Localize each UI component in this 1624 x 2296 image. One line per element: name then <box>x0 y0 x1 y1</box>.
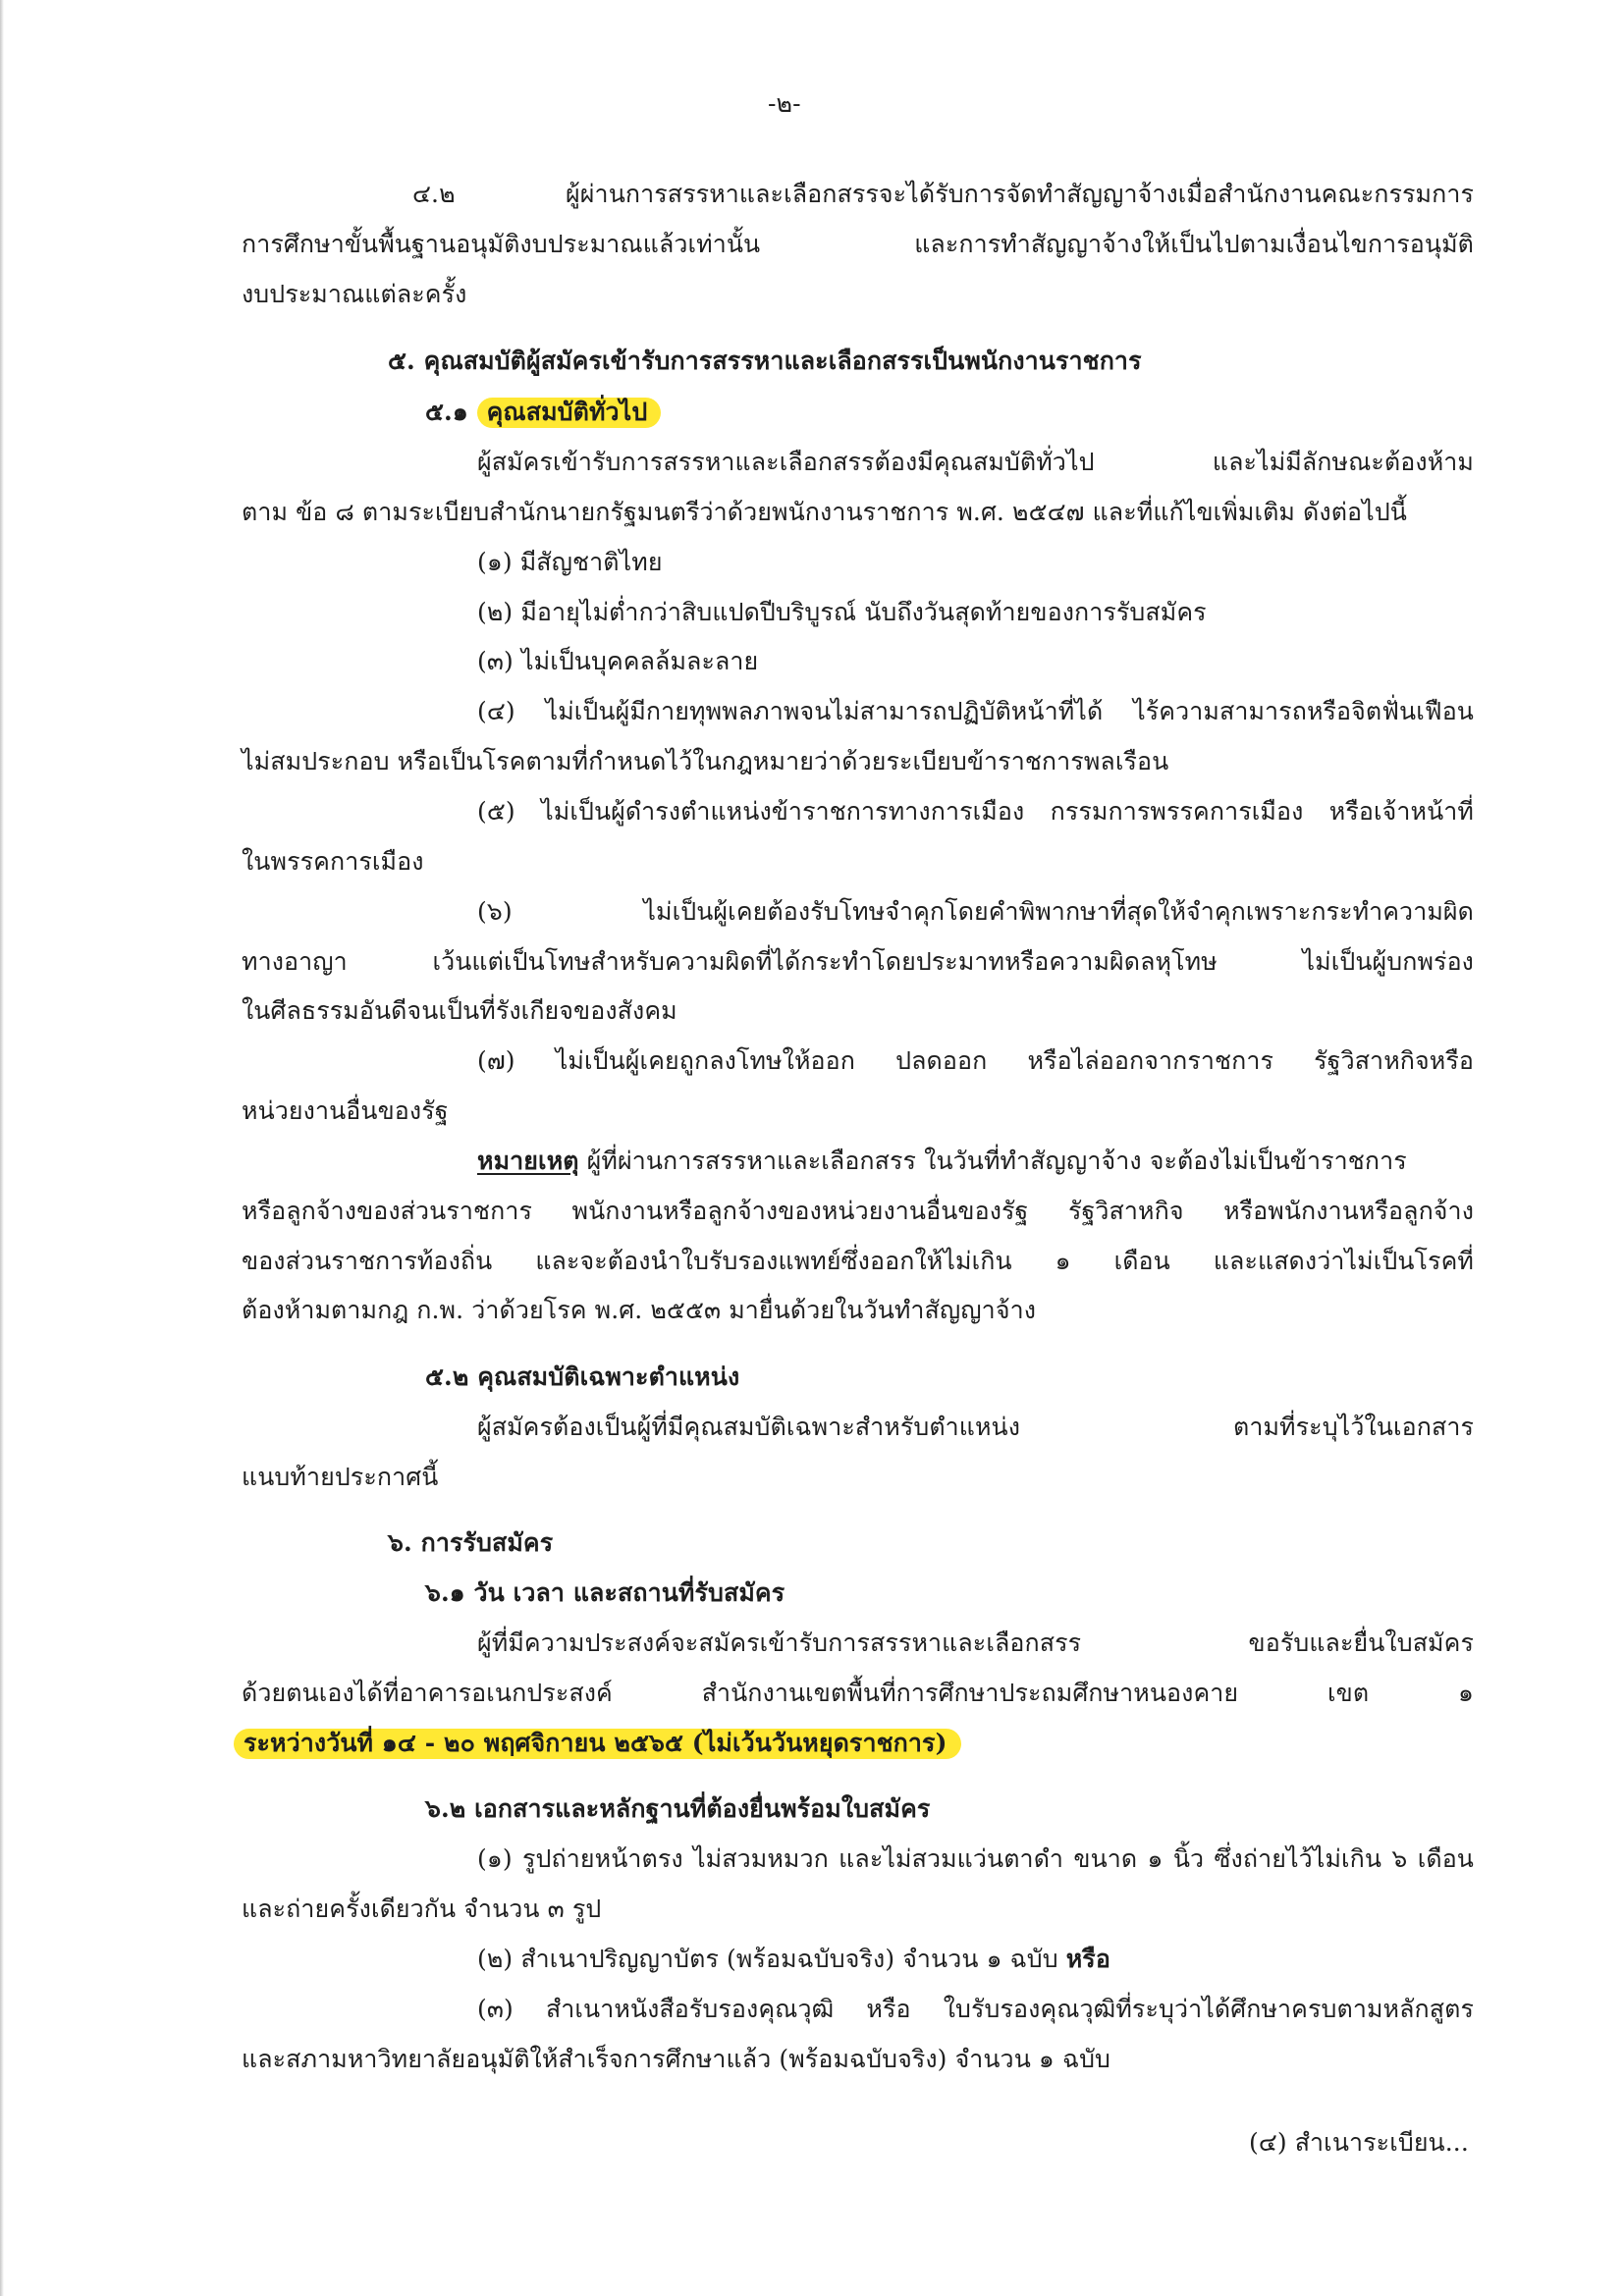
note-label: หมายเหตุ <box>477 1147 579 1175</box>
subsection-5-1-heading <box>425 395 661 430</box>
section-6-heading: ๖. การรับสมัคร <box>388 1528 554 1557</box>
para-5-1-intro-line-1: ผู้สมัครเข้ารับการสรรหาและเลือกสรรต้องมีคุณสมบัติทั่วไป และไม่มีลักษณะต้องห้าม <box>477 448 1474 476</box>
application-dates <box>234 1726 961 1761</box>
note-line-2: หรือลูกจ้างของส่วนราชการ พนักงานหรือลูกจ้างของหน่วยงานอื่นของรัฐ รัฐวิสาหกิจ หรือพนักงานหรือลูกจ้าง <box>242 1197 1474 1225</box>
note-line-1 <box>477 1144 1474 1179</box>
continuation-text: (๔) สำเนาระเบียน... <box>1249 2128 1469 2157</box>
document-item-3-line-1: (๓) สำเนาหนังสือรับรองคุณวุฒิ หรือ ใบรับรองคุณวุฒิที่ระบุว่าได้ศึกษาครบตามหลักสูตร <box>477 1995 1474 2023</box>
qualification-item-4-line-1: (๔) ไม่เป็นผู้มีกายทุพพลภาพจนไม่สามารถปฏิบัติหน้าที่ได้ ไร้ความสามารถหรือจิตฟั่นเฟือน <box>477 697 1474 725</box>
qualification-item-7-line-1: (๗) ไม่เป็นผู้เคยถูกลงโทษให้ออก ปลดออก หรือไล่ออกจากราชการ รัฐวิสาหกิจหรือ <box>477 1046 1474 1075</box>
subsection-5-1-number: ๕.๑ <box>425 398 468 426</box>
qualification-item-2: (๒) มีอายุไม่ต่ำกว่าสิบแปดปีบริบูรณ์ นับถึงวันสุดท้ายของการรับสมัคร <box>477 598 1207 626</box>
subsection-6-2-heading: ๖.๒ เอกสารและหลักฐานที่ต้องยื่นพร้อมใบสมัคร <box>425 1794 931 1823</box>
page-number: -๒- <box>768 89 801 118</box>
document-item-2 <box>477 1942 1110 1977</box>
qualification-item-5-line-2: ในพรรคการเมือง <box>242 847 424 876</box>
application-dates-highlight: ระหว่างวันที่ ๑๔ - ๒๐ พฤศจิกายน ๒๕๖๕ (ไม่เว้นวันหยุดราชการ) <box>234 1729 961 1759</box>
qualification-item-6-line-1: (๖) ไม่เป็นผู้เคยต้องรับโทษจำคุกโดยคำพิพากษาที่สุดให้จำคุกเพราะกระทำความผิด <box>477 897 1474 926</box>
document-item-1-line-1: (๑) รูปถ่ายหน้าตรง ไม่สวมหมวก และไม่สวมแว่นตาดำ ขนาด ๑ นิ้ว ซึ่งถ่ายไว้ไม่เกิน ๖ เดือน <box>477 1844 1474 1873</box>
qualification-item-6-line-3: ในศีลธรรมอันดีจนเป็นที่รังเกียจของสังคม <box>242 996 677 1025</box>
para-6-1-line-1: ผู้ที่มีความประสงค์จะสมัครเข้ารับการสรรหาและเลือกสรร ขอรับและยื่นใบสมัคร <box>477 1629 1474 1657</box>
note-text: ผู้ที่ผ่านการสรรหาและเลือกสรร ในวันที่ทำสัญญาจ้าง จะต้องไม่เป็นข้าราชการ <box>578 1147 1407 1175</box>
document-item-3-line-2: และสภามหาวิทยาลัยอนุมัติให้สำเร็จการศึกษาแล้ว (พร้อมฉบับจริง) จำนวน ๑ ฉบับ <box>242 2045 1111 2073</box>
document-item-1-line-2: และถ่ายครั้งเดียวกัน จำนวน ๓ รูป <box>242 1895 602 1923</box>
section-5-heading: ๕. คุณสมบัติผู้สมัครเข้ารับการสรรหาและเลือกสรรเป็นพนักงานราชการ <box>388 347 1142 375</box>
qualification-item-7-line-2: หน่วยงานอื่นของรัฐ <box>242 1096 449 1125</box>
para-5-2-line-2: แนบท้ายประกาศนี้ <box>242 1463 439 1491</box>
para-6-1-line-2: ด้วยตนเองได้ที่อาคารอเนกประสงค์ สำนักงานเขตพื้นที่การศึกษาประถมศึกษาหนองคาย เขต ๑ <box>242 1679 1474 1707</box>
subsection-5-2-heading: ๕.๒ คุณสมบัติเฉพาะตำแหน่ง <box>425 1362 740 1391</box>
document-item-2-or: หรือ <box>1065 1945 1110 1973</box>
para-4-2-line-3: งบประมาณแต่ละครั้ง <box>242 280 467 308</box>
qualification-item-5-line-1: (๕) ไม่เป็นผู้ดำรงตำแหน่งข้าราชการทางการเมือง กรรมการพรรคการเมือง หรือเจ้าหน้าที่ <box>477 797 1474 826</box>
qualification-item-3: (๓) ไม่เป็นบุคคลล้มละลาย <box>477 647 759 675</box>
para-5-1-intro-line-2: ตาม ข้อ ๘ ตามระเบียบสำนักนายกรัฐมนตรีว่าด้วยพนักงานราชการ พ.ศ. ๒๕๔๗ และที่แก้ไขเพิ่มเติม ดังต่อไปนี้ <box>242 498 1407 526</box>
qualification-item-1: (๑) มีสัญชาติไทย <box>477 548 663 576</box>
para-4-2-line-2: การศึกษาขั้นพื้นฐานอนุมัติงบประมาณแล้วเท่านั้น และการทำสัญญาจ้างให้เป็นไปตามเงื่อนไขการอนุมัติ <box>242 230 1474 258</box>
qualification-item-4-line-2: ไม่สมประกอบ หรือเป็นโรคตามที่กำหนดไว้ในกฎหมายว่าด้วยระเบียบข้าราชการพลเรือน <box>242 747 1169 775</box>
note-line-4: ต้องห้ามตามกฎ ก.พ. ว่าด้วยโรค พ.ศ. ๒๕๕๓ มายื่นด้วยในวันทำสัญญาจ้าง <box>242 1296 1037 1324</box>
qualification-item-6-line-2: ทางอาญา เว้นแต่เป็นโทษสำหรับความผิดที่ได้กระทำโดยประมาทหรือความผิดลหุโทษ ไม่เป็นผู้บกพร่อง <box>242 947 1474 976</box>
page-edge-shadow <box>0 0 4 2296</box>
document-item-2-text: (๒) สำเนาปริญญาบัตร (พร้อมฉบับจริง) จำนวน ๑ ฉบับ <box>477 1945 1066 1973</box>
para-4-2-line-1: ๔.๒ ผู้ผ่านการสรรหาและเลือกสรรจะได้รับการจัดทำสัญญาจ้างเมื่อสำนักงานคณะกรรมการ <box>412 180 1474 208</box>
note-line-3: ของส่วนราชการท้องถิ่น และจะต้องนำใบรับรองแพทย์ซึ่งออกให้ไม่เกิน ๑ เดือน และแสดงว่าไม่เป็นโรคที่ <box>242 1247 1474 1275</box>
subsection-5-1-title-highlight: คุณสมบัติทั่วไป <box>477 398 662 428</box>
para-5-2-line-1: ผู้สมัครต้องเป็นผู้ที่มีคุณสมบัติเฉพาะสำหรับตำแหน่ง ตามที่ระบุไว้ในเอกสาร <box>477 1413 1474 1441</box>
subsection-6-1-heading: ๖.๑ วัน เวลา และสถานที่รับสมัคร <box>425 1578 785 1607</box>
